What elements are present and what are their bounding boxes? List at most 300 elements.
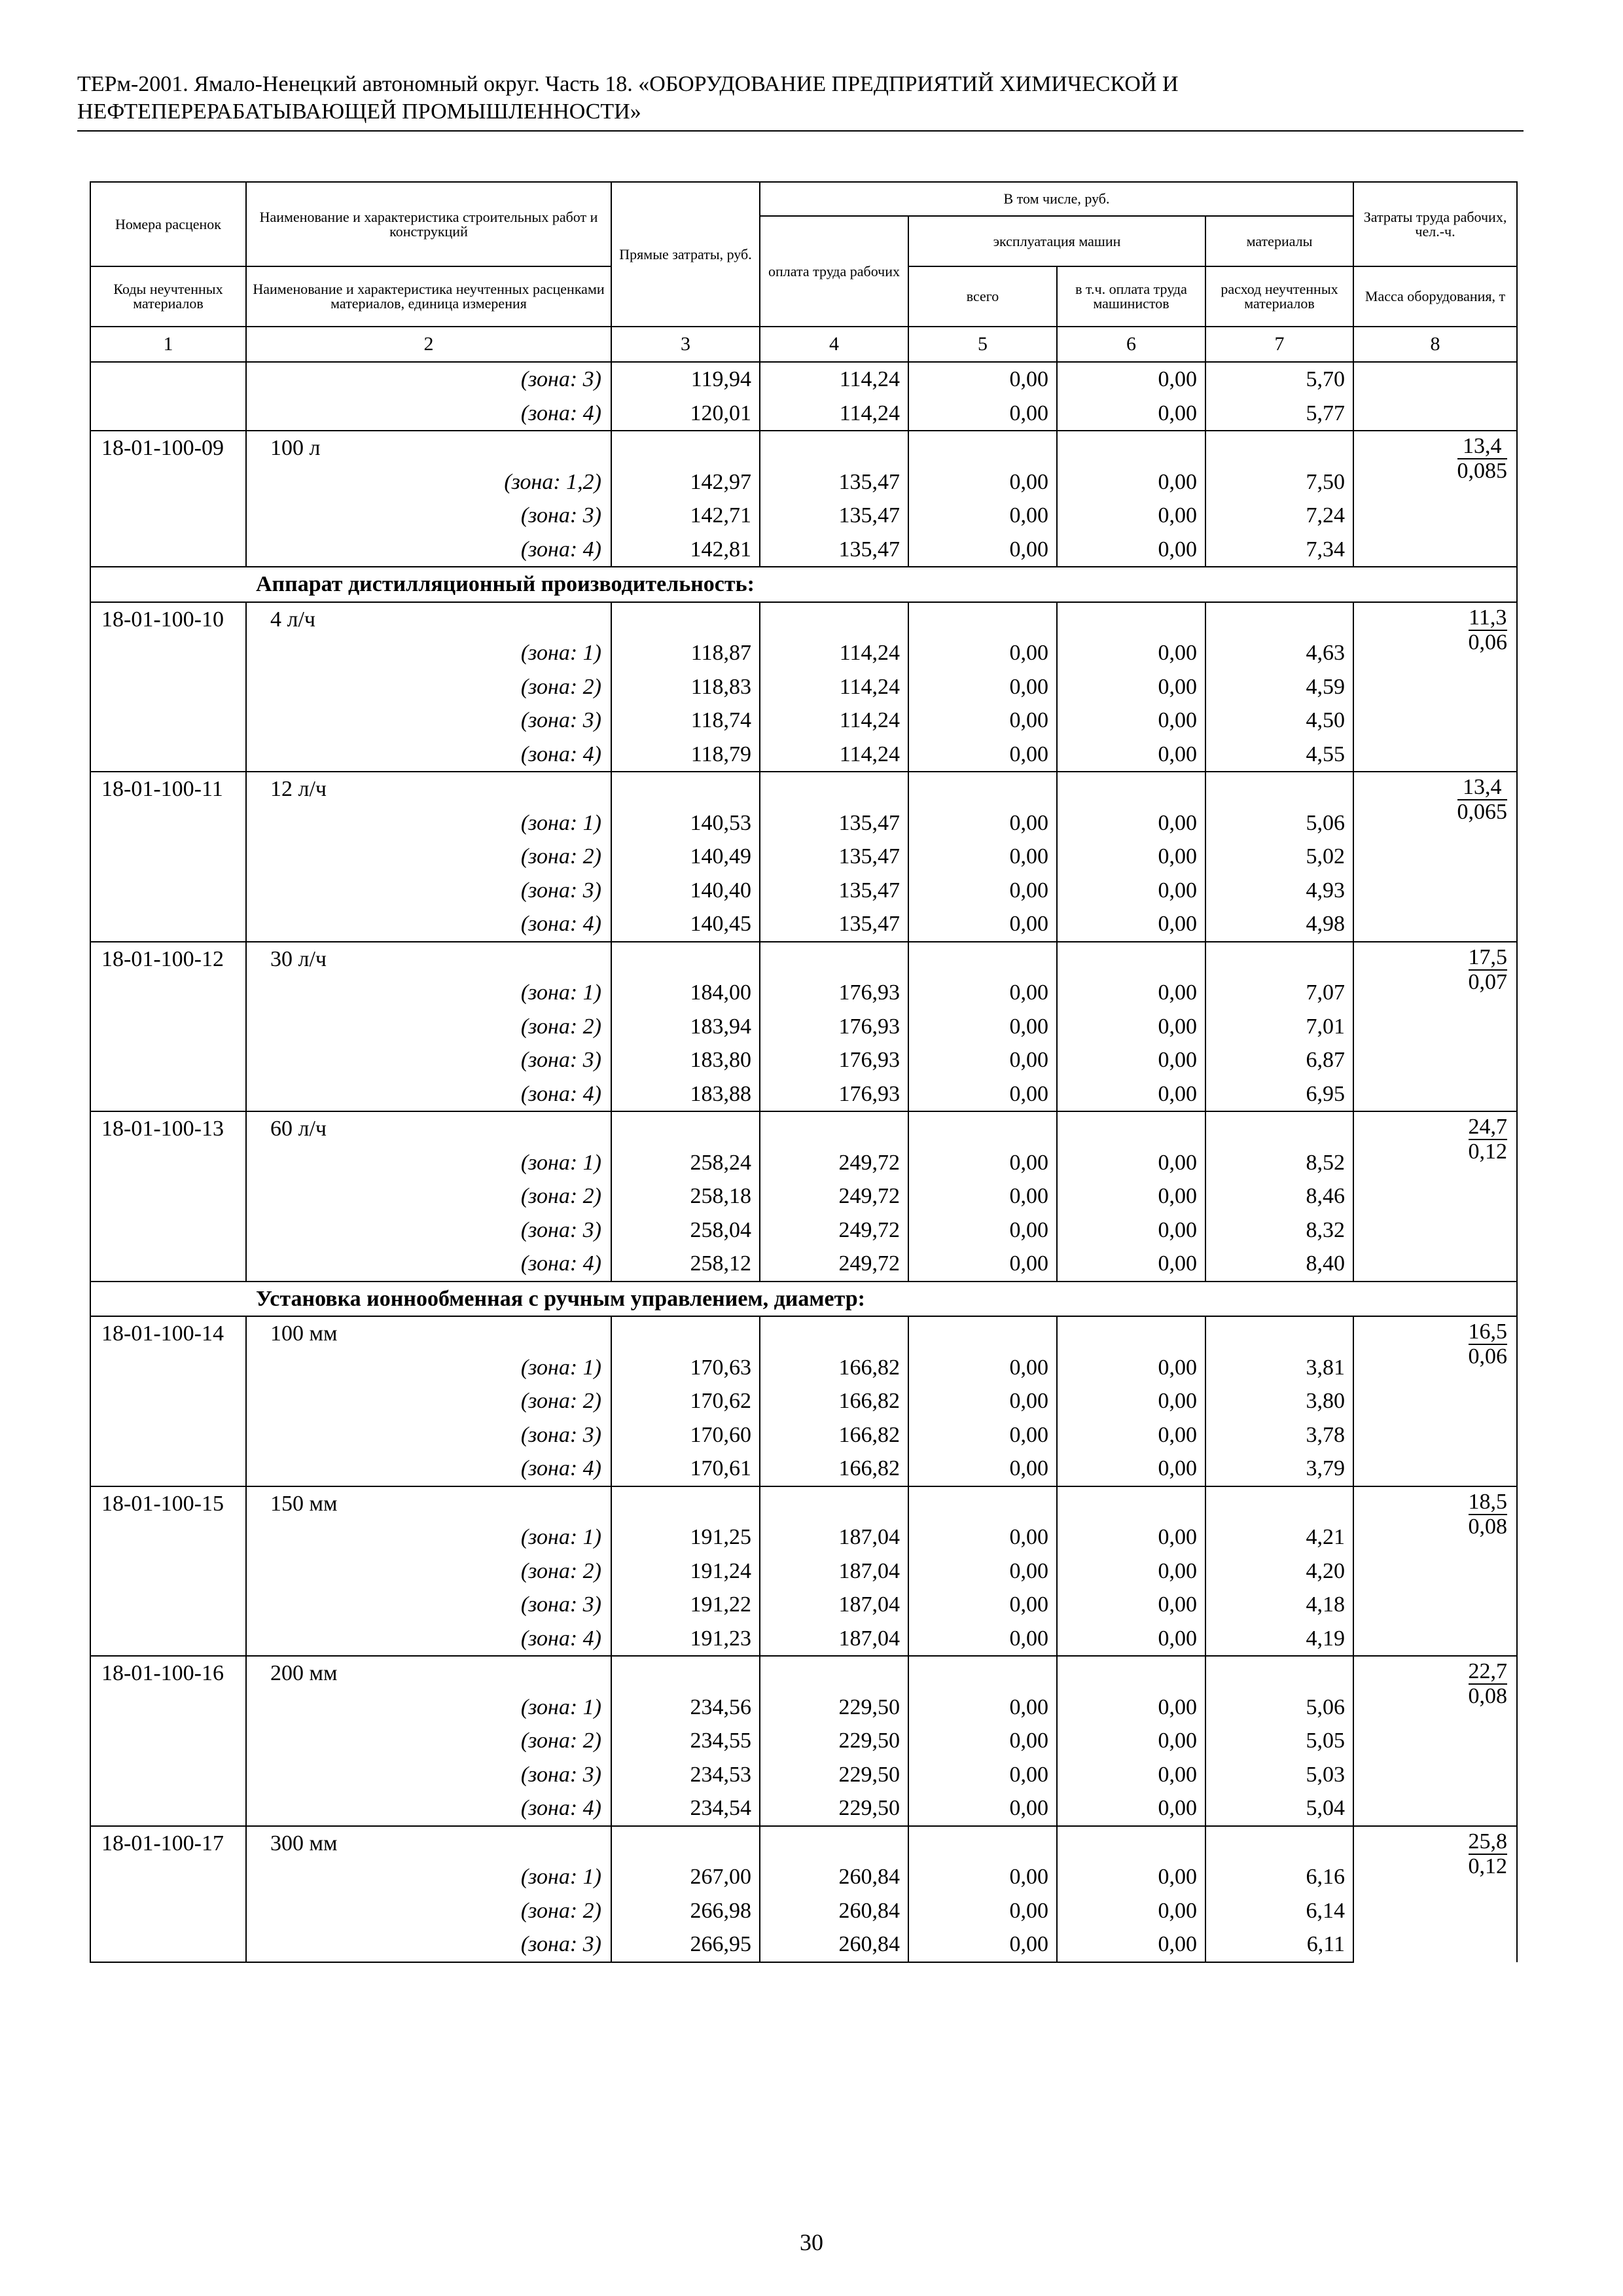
direct-costs-value: 258,12 xyxy=(611,1247,760,1282)
zone-label: (зона: 3) xyxy=(246,1588,611,1622)
rate-row xyxy=(90,772,1517,806)
zone-label: (зона: 2) xyxy=(246,1179,611,1213)
labor-mass-cell xyxy=(1353,602,1517,772)
direct-costs-value: 234,54 xyxy=(611,1791,760,1826)
empty-cell xyxy=(611,1486,760,1521)
machines-total-value: 0,00 xyxy=(908,499,1057,533)
equipment-mass-value: 0,07 xyxy=(1468,969,1508,994)
direct-costs-value: 142,97 xyxy=(611,465,760,499)
equipment-mass-value: 0,08 xyxy=(1468,1514,1508,1539)
machinists-pay-value: 0,00 xyxy=(1057,1418,1205,1452)
direct-costs-value: 183,80 xyxy=(611,1043,760,1077)
empty-cell xyxy=(90,704,246,738)
empty-cell xyxy=(90,533,246,567)
rate-row xyxy=(90,1826,1517,1861)
labor-cost-value: 13,4 xyxy=(1457,776,1508,800)
materials-value: 7,24 xyxy=(1205,499,1353,533)
labor-pay-value: 114,24 xyxy=(760,704,908,738)
labor-mass-fraction xyxy=(1469,946,1508,994)
empty-cell xyxy=(90,840,246,874)
zone-row xyxy=(90,1351,1517,1385)
direct-costs-value: 119,94 xyxy=(611,362,760,397)
rate-code: 18-01-100-09 xyxy=(90,431,246,465)
col-header-material-names: Наименование и характеристика неучтенных расценками материалов, единица измерения xyxy=(246,266,611,327)
machines-total-value: 0,00 xyxy=(908,636,1057,670)
machines-total-value: 0,00 xyxy=(908,1384,1057,1418)
empty-cell xyxy=(611,431,760,465)
zone-row xyxy=(90,1247,1517,1282)
col-number: 4 xyxy=(760,327,908,362)
zone-row xyxy=(90,1077,1517,1112)
rate-row xyxy=(90,602,1517,637)
machines-total-value: 0,00 xyxy=(908,1179,1057,1213)
empty-cell xyxy=(90,1010,246,1044)
empty-cell xyxy=(1057,431,1205,465)
machinists-pay-value: 0,00 xyxy=(1057,1928,1205,1962)
empty-cell xyxy=(760,1486,908,1521)
direct-costs-value: 234,56 xyxy=(611,1691,760,1725)
empty-cell xyxy=(90,465,246,499)
direct-costs-value: 258,04 xyxy=(611,1213,760,1247)
machinists-pay-value: 0,00 xyxy=(1057,1146,1205,1180)
empty-cell xyxy=(908,1486,1057,1521)
machinists-pay-value: 0,00 xyxy=(1057,1588,1205,1622)
direct-costs-value: 140,49 xyxy=(611,840,760,874)
zone-label: (зона: 1) xyxy=(246,1520,611,1554)
empty-cell xyxy=(1057,1316,1205,1351)
labor-pay-value: 176,93 xyxy=(760,976,908,1010)
zone-row xyxy=(90,1043,1517,1077)
zone-row xyxy=(90,1928,1517,1962)
empty-cell xyxy=(1057,772,1205,806)
labor-pay-value: 114,24 xyxy=(760,397,908,431)
machinists-pay-value: 0,00 xyxy=(1057,362,1205,397)
machinists-pay-value: 0,00 xyxy=(1057,704,1205,738)
labor-pay-value: 166,82 xyxy=(760,1418,908,1452)
zone-row xyxy=(90,1791,1517,1826)
empty-cell xyxy=(90,1860,246,1894)
empty-cell xyxy=(90,1384,246,1418)
empty-cell xyxy=(760,602,908,637)
machinists-pay-value: 0,00 xyxy=(1057,1351,1205,1385)
zone-label: (зона: 1) xyxy=(246,1146,611,1180)
empty-cell xyxy=(908,1111,1057,1146)
section-row xyxy=(90,567,1517,602)
empty-cell xyxy=(90,1894,246,1928)
materials-value: 3,81 xyxy=(1205,1351,1353,1385)
machinists-pay-value: 0,00 xyxy=(1057,1077,1205,1112)
labor-pay-value: 229,50 xyxy=(760,1691,908,1725)
rate-row xyxy=(90,1316,1517,1351)
empty-cell xyxy=(1205,1656,1353,1691)
machines-total-value: 0,00 xyxy=(908,1724,1057,1758)
direct-costs-value: 140,45 xyxy=(611,907,760,942)
direct-costs-value: 258,18 xyxy=(611,1179,760,1213)
machinists-pay-value: 0,00 xyxy=(1057,1860,1205,1894)
materials-value: 6,95 xyxy=(1205,1077,1353,1112)
materials-value: 8,52 xyxy=(1205,1146,1353,1180)
machinists-pay-value: 0,00 xyxy=(1057,1247,1205,1282)
machines-total-value: 0,00 xyxy=(908,670,1057,704)
materials-value: 8,46 xyxy=(1205,1179,1353,1213)
col-header-machinists-pay: в т.ч. оплата труда машинистов xyxy=(1057,266,1205,327)
labor-mass-fraction xyxy=(1469,1490,1508,1539)
labor-mass-cell xyxy=(1353,1486,1517,1657)
equipment-mass-value: 0,12 xyxy=(1468,1139,1508,1164)
empty-cell xyxy=(760,942,908,977)
direct-costs-value: 266,95 xyxy=(611,1928,760,1962)
zone-label: (зона: 3) xyxy=(246,499,611,533)
materials-value: 7,50 xyxy=(1205,465,1353,499)
machines-total-value: 0,00 xyxy=(908,1588,1057,1622)
header-rule xyxy=(77,130,1524,132)
empty-cell xyxy=(1205,1316,1353,1351)
rate-code: 18-01-100-14 xyxy=(90,1316,246,1351)
labor-mass-fraction xyxy=(1469,1115,1508,1164)
empty-cell xyxy=(90,1213,246,1247)
zone-label: (зона: 3) xyxy=(246,1758,611,1792)
zone-label: (зона: 4) xyxy=(246,907,611,942)
empty-cell xyxy=(90,1691,246,1725)
labor-mass-cell xyxy=(1353,942,1517,1112)
direct-costs-value: 234,53 xyxy=(611,1758,760,1792)
zone-row xyxy=(90,1724,1517,1758)
machinists-pay-value: 0,00 xyxy=(1057,636,1205,670)
labor-pay-value: 114,24 xyxy=(760,738,908,772)
machinists-pay-value: 0,00 xyxy=(1057,1554,1205,1588)
labor-pay-value: 229,50 xyxy=(760,1724,908,1758)
col-number: 8 xyxy=(1353,327,1517,362)
zone-label: (зона: 2) xyxy=(246,1010,611,1044)
zone-label: (зона: 3) xyxy=(246,874,611,908)
empty-cell xyxy=(908,1656,1057,1691)
rate-row xyxy=(90,431,1517,465)
labor-pay-value: 135,47 xyxy=(760,499,908,533)
empty-cell xyxy=(90,1179,246,1213)
machines-total-value: 0,00 xyxy=(908,533,1057,567)
machinists-pay-value: 0,00 xyxy=(1057,1520,1205,1554)
col-header-labor-cost: Затраты труда рабочих, чел.-ч. xyxy=(1353,182,1517,266)
materials-value: 4,18 xyxy=(1205,1588,1353,1622)
zone-label: (зона: 2) xyxy=(246,1894,611,1928)
materials-value: 4,59 xyxy=(1205,670,1353,704)
machinists-pay-value: 0,00 xyxy=(1057,907,1205,942)
col-number: 7 xyxy=(1205,327,1353,362)
zone-row xyxy=(90,1691,1517,1725)
rate-code: 18-01-100-16 xyxy=(90,1656,246,1691)
empty-cell xyxy=(90,1588,246,1622)
empty-cell xyxy=(90,1554,246,1588)
empty-cell xyxy=(1057,942,1205,977)
labor-mass-fraction xyxy=(1457,435,1508,483)
machines-total-value: 0,00 xyxy=(908,1554,1057,1588)
labor-pay-value: 187,04 xyxy=(760,1520,908,1554)
zone-label: (зона: 1) xyxy=(246,976,611,1010)
empty-cell xyxy=(611,602,760,637)
rate-name: 12 л/ч xyxy=(246,772,611,806)
direct-costs-value: 191,23 xyxy=(611,1622,760,1657)
machinists-pay-value: 0,00 xyxy=(1057,1724,1205,1758)
machines-total-value: 0,00 xyxy=(908,465,1057,499)
empty-cell xyxy=(760,431,908,465)
empty-cell xyxy=(1205,772,1353,806)
labor-pay-value: 176,93 xyxy=(760,1010,908,1044)
machinists-pay-value: 0,00 xyxy=(1057,670,1205,704)
rate-name: 150 мм xyxy=(246,1486,611,1521)
section-title: Установка ионнообменная с ручным управлением, диаметр: xyxy=(90,1282,1517,1317)
table-head xyxy=(90,182,1517,362)
rate-name: 100 мм xyxy=(246,1316,611,1351)
machines-total-value: 0,00 xyxy=(908,1928,1057,1962)
empty-cell xyxy=(1353,362,1517,431)
empty-cell xyxy=(90,1622,246,1657)
direct-costs-value: 258,24 xyxy=(611,1146,760,1180)
empty-cell xyxy=(90,1146,246,1180)
direct-costs-value: 183,88 xyxy=(611,1077,760,1112)
labor-mass-fraction xyxy=(1457,776,1508,824)
col-header-machines-total: всего xyxy=(908,266,1057,327)
labor-pay-value: 229,50 xyxy=(760,1758,908,1792)
direct-costs-value: 118,79 xyxy=(611,738,760,772)
labor-pay-value: 166,82 xyxy=(760,1452,908,1486)
machinists-pay-value: 0,00 xyxy=(1057,806,1205,840)
zone-label: (зона: 1) xyxy=(246,1351,611,1385)
materials-value: 8,32 xyxy=(1205,1213,1353,1247)
machinists-pay-value: 0,00 xyxy=(1057,1213,1205,1247)
direct-costs-value: 267,00 xyxy=(611,1860,760,1894)
col-header-rate-numbers: Номера расценок xyxy=(90,182,246,266)
machines-total-value: 0,00 xyxy=(908,1452,1057,1486)
labor-cost-value: 24,7 xyxy=(1468,1115,1508,1139)
empty-cell xyxy=(90,1077,246,1112)
header-line-2: НЕФТЕПЕРЕРАБАТЫВАЮЩЕЙ ПРОМЫШЛЕННОСТИ» xyxy=(77,99,641,124)
empty-cell xyxy=(90,397,246,431)
section-row xyxy=(90,1282,1517,1317)
machinists-pay-value: 0,00 xyxy=(1057,1758,1205,1792)
machinists-pay-value: 0,00 xyxy=(1057,397,1205,431)
zone-label: (зона: 3) xyxy=(246,1043,611,1077)
zone-row xyxy=(90,874,1517,908)
equipment-mass-value: 0,12 xyxy=(1468,1854,1508,1878)
zone-row xyxy=(90,1894,1517,1928)
materials-value: 4,21 xyxy=(1205,1520,1353,1554)
col-header-equipment-mass: Масса оборудования, т xyxy=(1353,266,1517,327)
equipment-mass-value: 0,08 xyxy=(1468,1684,1508,1708)
zone-row xyxy=(90,738,1517,772)
zone-label: (зона: 3) xyxy=(246,1418,611,1452)
zone-label: (зона: 1) xyxy=(246,1860,611,1894)
labor-mass-cell xyxy=(1353,431,1517,567)
labor-cost-value: 22,7 xyxy=(1468,1659,1508,1683)
machines-total-value: 0,00 xyxy=(908,704,1057,738)
materials-value: 5,06 xyxy=(1205,806,1353,840)
materials-value: 6,14 xyxy=(1205,1894,1353,1928)
empty-cell xyxy=(1057,1486,1205,1521)
direct-costs-value: 170,62 xyxy=(611,1384,760,1418)
empty-cell xyxy=(90,362,246,397)
empty-cell xyxy=(1205,1826,1353,1861)
empty-cell xyxy=(760,1316,908,1351)
machinists-pay-value: 0,00 xyxy=(1057,1691,1205,1725)
empty-cell xyxy=(611,1826,760,1861)
price-table xyxy=(90,181,1518,1963)
materials-value: 4,98 xyxy=(1205,907,1353,942)
empty-cell xyxy=(90,636,246,670)
machines-total-value: 0,00 xyxy=(908,1213,1057,1247)
empty-cell xyxy=(908,772,1057,806)
materials-value: 5,05 xyxy=(1205,1724,1353,1758)
materials-value: 4,20 xyxy=(1205,1554,1353,1588)
zone-row xyxy=(90,1622,1517,1657)
zone-row xyxy=(90,840,1517,874)
machines-total-value: 0,00 xyxy=(908,976,1057,1010)
empty-cell xyxy=(1057,1826,1205,1861)
zone-label: (зона: 4) xyxy=(246,1077,611,1112)
materials-value: 4,93 xyxy=(1205,874,1353,908)
zone-label: (зона: 2) xyxy=(246,1724,611,1758)
machinists-pay-value: 0,00 xyxy=(1057,1894,1205,1928)
empty-cell xyxy=(1205,942,1353,977)
rate-code: 18-01-100-17 xyxy=(90,1826,246,1861)
labor-mass-cell xyxy=(1353,1316,1517,1486)
zone-row xyxy=(90,1452,1517,1486)
zone-label: (зона: 4) xyxy=(246,1452,611,1486)
empty-cell xyxy=(760,772,908,806)
direct-costs-value: 140,40 xyxy=(611,874,760,908)
labor-pay-value: 229,50 xyxy=(760,1791,908,1826)
direct-costs-value: 191,25 xyxy=(611,1520,760,1554)
rate-code: 18-01-100-12 xyxy=(90,942,246,977)
zone-label: (зона: 4) xyxy=(246,1791,611,1826)
machinists-pay-value: 0,00 xyxy=(1057,1452,1205,1486)
empty-cell xyxy=(1057,1111,1205,1146)
col-header-material-codes: Коды неучтенных материалов xyxy=(90,266,246,327)
machines-total-value: 0,00 xyxy=(908,1758,1057,1792)
machines-total-value: 0,00 xyxy=(908,840,1057,874)
labor-mass-fraction xyxy=(1469,1830,1508,1878)
zone-row xyxy=(90,1418,1517,1452)
materials-value: 4,63 xyxy=(1205,636,1353,670)
machines-total-value: 0,00 xyxy=(908,1351,1057,1385)
zone-row xyxy=(90,1384,1517,1418)
rate-name: 200 мм xyxy=(246,1656,611,1691)
labor-mass-cell xyxy=(1353,772,1517,942)
rate-code: 18-01-100-10 xyxy=(90,602,246,637)
empty-cell xyxy=(90,976,246,1010)
zone-label: (зона: 1) xyxy=(246,806,611,840)
col-header-work-name: Наименование и характеристика строительных работ и конструкций xyxy=(246,182,611,266)
machinists-pay-value: 0,00 xyxy=(1057,874,1205,908)
col-number: 5 xyxy=(908,327,1057,362)
labor-cost-value: 11,3 xyxy=(1469,605,1507,630)
zone-row xyxy=(90,465,1517,499)
zone-row xyxy=(90,1179,1517,1213)
zone-label: (зона: 4) xyxy=(246,533,611,567)
direct-costs-value: 142,81 xyxy=(611,533,760,567)
empty-cell xyxy=(1205,1486,1353,1521)
direct-costs-value: 191,22 xyxy=(611,1588,760,1622)
materials-value: 3,78 xyxy=(1205,1418,1353,1452)
empty-cell xyxy=(908,431,1057,465)
zone-label: (зона: 1) xyxy=(246,1691,611,1725)
zone-row xyxy=(90,1213,1517,1247)
labor-pay-value: 114,24 xyxy=(760,670,908,704)
zone-row xyxy=(90,499,1517,533)
labor-cost-value: 13,4 xyxy=(1457,435,1508,459)
empty-cell xyxy=(90,1452,246,1486)
labor-pay-value: 187,04 xyxy=(760,1622,908,1657)
labor-pay-value: 114,24 xyxy=(760,362,908,397)
rate-name: 30 л/ч xyxy=(246,942,611,977)
materials-value: 8,40 xyxy=(1205,1247,1353,1282)
labor-pay-value: 187,04 xyxy=(760,1588,908,1622)
table-body xyxy=(90,362,1517,1962)
labor-mass-cell xyxy=(1353,1826,1517,1962)
zone-row xyxy=(90,1758,1517,1792)
direct-costs-value: 170,61 xyxy=(611,1452,760,1486)
zone-label: (зона: 2) xyxy=(246,1554,611,1588)
machines-total-value: 0,00 xyxy=(908,1010,1057,1044)
zone-row xyxy=(90,1010,1517,1044)
empty-cell xyxy=(1057,602,1205,637)
machinists-pay-value: 0,00 xyxy=(1057,1179,1205,1213)
machines-total-value: 0,00 xyxy=(908,1146,1057,1180)
empty-cell xyxy=(90,1520,246,1554)
empty-cell xyxy=(908,1316,1057,1351)
direct-costs-value: 118,87 xyxy=(611,636,760,670)
empty-cell xyxy=(90,874,246,908)
zone-label: (зона: 3) xyxy=(246,362,611,397)
col-header-materials-usage: расход неучтенных материалов xyxy=(1205,266,1353,327)
zone-row xyxy=(90,670,1517,704)
empty-cell xyxy=(908,1826,1057,1861)
empty-cell xyxy=(90,806,246,840)
zone-row xyxy=(90,1520,1517,1554)
materials-value: 5,06 xyxy=(1205,1691,1353,1725)
zone-label: (зона: 4) xyxy=(246,1247,611,1282)
col-number: 1 xyxy=(90,327,246,362)
col-header-machines: эксплуатация машин xyxy=(908,216,1205,266)
direct-costs-value: 140,53 xyxy=(611,806,760,840)
labor-cost-value: 16,5 xyxy=(1468,1319,1508,1344)
materials-value: 3,79 xyxy=(1205,1452,1353,1486)
zone-row xyxy=(90,636,1517,670)
direct-costs-value: 118,74 xyxy=(611,704,760,738)
labor-pay-value: 176,93 xyxy=(760,1077,908,1112)
equipment-mass-value: 0,085 xyxy=(1457,459,1508,483)
empty-cell xyxy=(90,1928,246,1962)
rate-name: 60 л/ч xyxy=(246,1111,611,1146)
machines-total-value: 0,00 xyxy=(908,806,1057,840)
machinists-pay-value: 0,00 xyxy=(1057,976,1205,1010)
zone-row xyxy=(90,397,1517,431)
labor-pay-value: 176,93 xyxy=(760,1043,908,1077)
rate-row xyxy=(90,1486,1517,1521)
direct-costs-value: 120,01 xyxy=(611,397,760,431)
zone-row xyxy=(90,1146,1517,1180)
zone-row xyxy=(90,1860,1517,1894)
materials-value: 5,70 xyxy=(1205,362,1353,397)
zone-label: (зона: 3) xyxy=(246,704,611,738)
materials-value: 7,07 xyxy=(1205,976,1353,1010)
col-header-including: В том числе, руб. xyxy=(760,182,1353,216)
empty-cell xyxy=(90,1791,246,1826)
zone-row xyxy=(90,976,1517,1010)
labor-mass-cell xyxy=(1353,1656,1517,1826)
equipment-mass-value: 0,06 xyxy=(1468,630,1508,655)
machinists-pay-value: 0,00 xyxy=(1057,840,1205,874)
rate-name: 4 л/ч xyxy=(246,602,611,637)
